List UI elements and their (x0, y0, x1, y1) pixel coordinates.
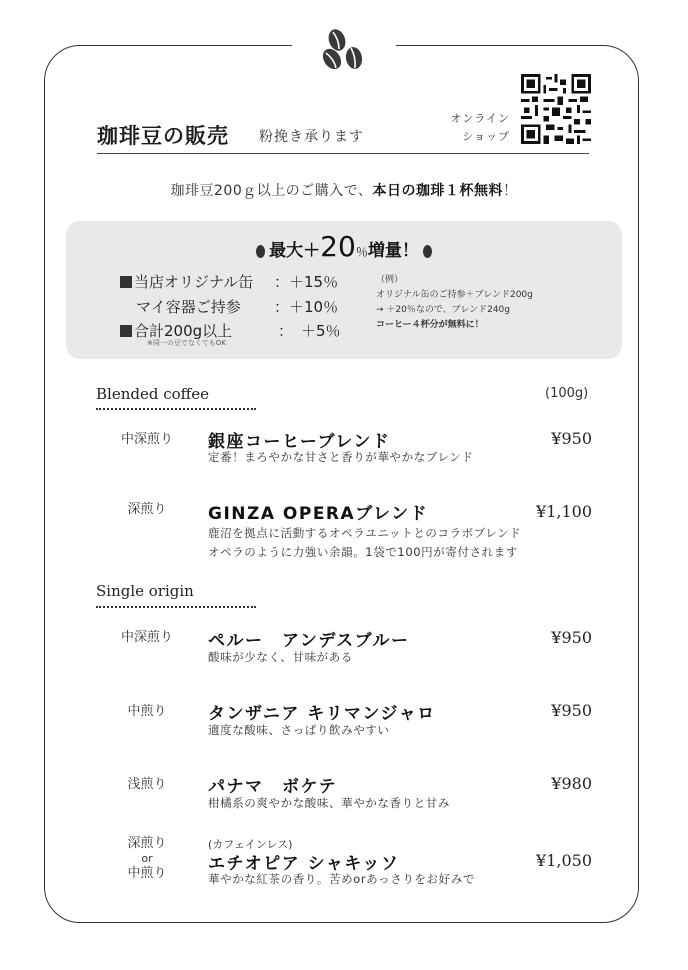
section-title-blended: Blended coffee (96, 385, 210, 403)
bonus-row-value-text: ＋15％ (289, 273, 339, 291)
square-bullet-icon (120, 325, 132, 337)
coffee-name: パナマ ボケテ (208, 777, 338, 797)
coffee-price: ¥950 (551, 429, 592, 448)
bonus-head-prefix: 最大＋ (269, 241, 321, 261)
bonus-head-pct: ％ (355, 245, 368, 259)
bonus-row (120, 271, 253, 292)
coffee-price: ¥950 (551, 628, 592, 647)
online-shop-label[interactable] (430, 110, 510, 146)
coffee-price: ¥1,100 (536, 502, 592, 521)
example-line-bold: コーヒー４杯分が無料に！ (376, 320, 484, 330)
coffee-description: 適度な酸味、さっぱり飲みやすい (208, 723, 390, 737)
bean-icon (256, 245, 265, 258)
roast-level: 中深煎り (120, 630, 173, 645)
coffee-name: 銀座コーヒーブレンド (208, 432, 391, 452)
bonus-row-sep: ： (274, 273, 290, 291)
bonus-row-sep: ： (278, 322, 294, 340)
bonus-row-label: マイ容器ご持参 (136, 298, 241, 316)
roast-level: 中煎り (127, 704, 167, 719)
roast-level: 深煎り (127, 502, 167, 517)
decaf-label: (カフェインレス) (208, 838, 293, 851)
coffee-price: ¥950 (551, 701, 592, 720)
coffee-price: ¥980 (551, 774, 592, 793)
coffee-beans-icon (318, 26, 370, 74)
bonus-note: ※同一の豆でなくてもOK (147, 339, 226, 347)
bonus-row-label: 当店オリジナル缶 (134, 273, 254, 291)
roast-option: 中煎り (127, 866, 167, 881)
bonus-row-label: 合計200g以上 (134, 322, 233, 340)
bonus-head-suffix: 増量！ (367, 241, 419, 261)
coffee-description: 華やかな紅茶の香り。苦めorあっさりをお好みで (208, 872, 475, 886)
coffee-description: 柑橘系の爽やかな酸味、華やかな香りと甘み (208, 796, 450, 810)
section-title-single: Single origin (96, 582, 194, 600)
example-line: オリジナル缶のご持参＋ブレンド200g (376, 290, 533, 300)
bonus-row-value-text: ＋10％ (289, 298, 339, 316)
coffee-description: 鹿沼を拠点に活動するオペラユニットとのコラボブレンド (208, 526, 522, 540)
bonus-headline (66, 230, 622, 263)
qr-code-icon[interactable] (521, 74, 591, 144)
bonus-head-number: 20 (320, 230, 356, 263)
section-underline (96, 606, 256, 608)
coffee-price: ¥1,050 (536, 851, 592, 870)
bonus-row-value (274, 271, 338, 292)
coffee-name: ペルー アンデスブルー (208, 631, 410, 651)
example-title: （例） (376, 275, 404, 285)
bonus-row-value (278, 320, 341, 341)
page-title: 珈琲豆の販売 (97, 124, 229, 148)
size-label: (100g) (545, 386, 589, 401)
title-divider (97, 153, 589, 154)
bonus-row-sep: ： (274, 298, 290, 316)
roast-level-options (107, 835, 187, 882)
coffee-description: 酸味が少なく、甘味がある (208, 650, 353, 664)
online-line-2: ショップ (462, 130, 510, 143)
roast-or: or (141, 852, 153, 865)
promo-suffix: ！ (502, 183, 518, 199)
section-underline (96, 408, 256, 410)
coffee-description: 定番！まろやかな甘さと香りが華やかなブレンド (208, 450, 474, 464)
promo-prefix: 珈琲豆200ｇ以上のご購入で、 (170, 183, 373, 199)
roast-level: 浅煎り (127, 777, 167, 792)
roast-option: 深煎り (127, 836, 167, 851)
square-bullet-icon (120, 276, 132, 288)
coffee-name: タンザニア キリマンジャロ (208, 704, 436, 724)
online-line-1: オンライン (450, 112, 510, 125)
page-subtitle: 粉挽き承ります (259, 129, 364, 145)
promo-line (0, 180, 688, 200)
coffee-name: エチオピア シャキッソ (208, 854, 400, 874)
promo-bold: 本日の珈琲１杯無料 (372, 183, 503, 199)
bonus-row (136, 296, 241, 317)
bonus-row-value (274, 296, 338, 317)
example-line: → ＋20％なので、ブレンド240g (376, 305, 510, 315)
bean-icon (423, 245, 432, 258)
bonus-example (376, 273, 606, 333)
roast-level: 中深煎り (120, 432, 173, 447)
coffee-description: オペラのように力強い余韻。1袋で100円が寄付されます (208, 545, 518, 559)
coffee-name: GINZA OPERAブレンド (208, 504, 429, 524)
bonus-row-value-text: ＋5％ (301, 322, 341, 340)
